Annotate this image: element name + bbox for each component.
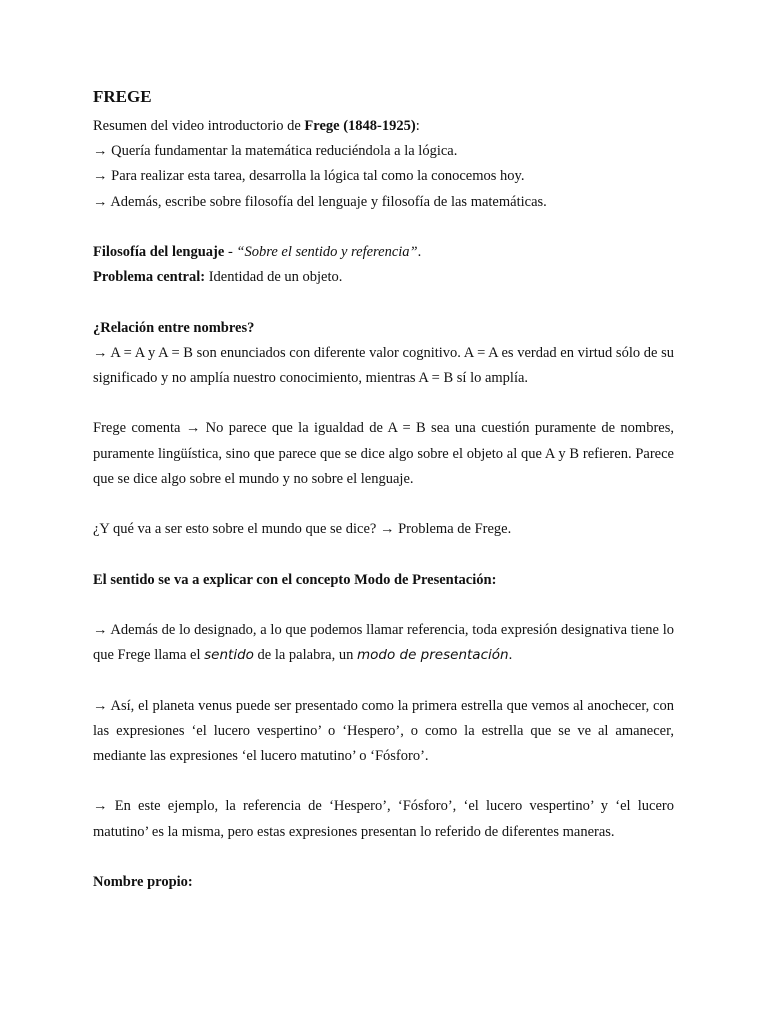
problema-line bbox=[93, 265, 674, 290]
intro-point: → Además, escribe sobre filosofía del lenguaje y filosofía de las matemáticas. bbox=[93, 193, 547, 210]
frege-comenta-paragraph: Frege comenta → No parece que la igualdad de A = B sea una cuestión puramente de nombres, puramente lingüística, sino que parece que se dice algo sobre el objeto al que A y B refieren. Parece que se dice algo sobre el mundo y no sobre el lenguaje. bbox=[93, 420, 674, 487]
filosofia-title: “Sobre el sentido y referencia” bbox=[236, 244, 418, 260]
filosofia-line bbox=[93, 240, 674, 265]
spacer bbox=[93, 769, 674, 794]
sentido-heading-text: El sentido se va a explicar con el concepto Modo de Presentación: bbox=[93, 571, 497, 588]
spacer bbox=[93, 542, 674, 567]
spacer bbox=[93, 845, 674, 870]
modo-presentacion-italic: modo de presentación bbox=[356, 647, 509, 664]
sentido-text-c: . bbox=[508, 647, 513, 664]
intro-point: → Para realizar esta tarea, desarrolla la lógica tal como la conocemos hoy. bbox=[93, 168, 525, 185]
page-title: FREGE bbox=[93, 87, 152, 106]
ejemplo-paragraph: → En este ejemplo, la referencia de ‘Hespero’, ‘Fósforo’, ‘el lucero vespertino’ y ‘el lucero matutino’ es la misma, pero estas expresiones presentan lo referido de diferentes maneras. bbox=[93, 798, 674, 840]
intro-line bbox=[93, 114, 674, 139]
relacion-paragraph: → A = A y A = B son enunciados con diferente valor cognitivo. A = A es verdad en virtud sólo de su significado y no amplía nuestro conocimiento, mientras A = B sí lo amplía. bbox=[93, 344, 674, 386]
sentido-text-a: → Además de lo designado, a lo que podemos llamar referencia, toda expresión designativa tiene lo que Frege llama el bbox=[93, 621, 674, 664]
filosofia-sep: - bbox=[224, 244, 237, 260]
venus-paragraph: → Así, el planeta venus puede ser presentado como la primera estrella que vemos al anochecer, con las expresiones ‘el lucero vespertino’ o ‘Hespero’, o como la estrella que se ve al amanecer, mediante las expresiones ‘el lucero matutino’ o ‘Fósforo’. bbox=[93, 697, 674, 764]
intro-suffix: : bbox=[415, 118, 420, 134]
spacer bbox=[93, 593, 674, 618]
relacion-heading-text: ¿Relación entre nombres? bbox=[93, 319, 255, 336]
spacer bbox=[93, 290, 674, 315]
spacer bbox=[93, 215, 674, 240]
pregunta-paragraph: ¿Y qué va a ser esto sobre el mundo que se dice? → Problema de Frege. bbox=[93, 521, 512, 538]
intro-bold: Frege (1848-1925) bbox=[304, 118, 416, 134]
spacer bbox=[93, 492, 674, 517]
problema-text: Identidad de un objeto. bbox=[205, 269, 343, 286]
intro-prefix: Resumen del video introductorio de bbox=[93, 118, 305, 134]
filosofia-end: . bbox=[417, 244, 422, 260]
spacer bbox=[93, 391, 674, 416]
relacion-heading bbox=[93, 316, 674, 341]
intro-point: → Quería fundamentar la matemática reduciéndola a la lógica. bbox=[93, 143, 458, 160]
nombre-propio-heading bbox=[93, 870, 674, 895]
problema-label: Problema central: bbox=[93, 269, 206, 286]
sentido-text-b: de la palabra, un bbox=[253, 647, 357, 664]
sentido-italic-term: sentido bbox=[204, 647, 254, 664]
sentido-paragraph bbox=[93, 618, 674, 668]
document-body bbox=[93, 86, 674, 895]
sentido-heading bbox=[93, 568, 674, 593]
spacer bbox=[93, 668, 674, 693]
nombre-propio-text: Nombre propio: bbox=[93, 873, 193, 890]
filosofia-bold: Filosofía del lenguaje bbox=[93, 244, 225, 260]
